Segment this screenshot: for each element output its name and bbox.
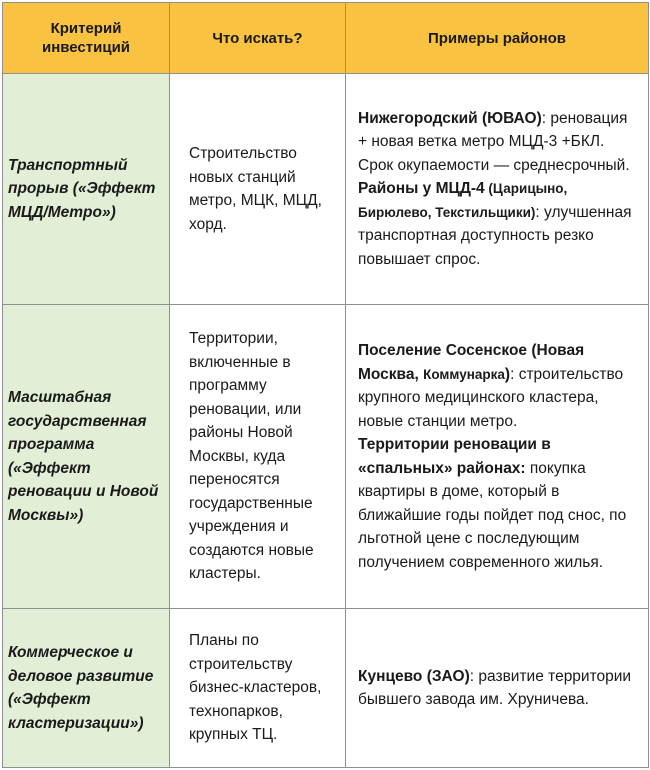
- criterion-cell: Транспортный прорыв («Эффект МЦД/Метро»): [3, 74, 170, 305]
- example-description: : развитие территории бывшего завода им. Хруничева.: [358, 667, 632, 708]
- investment-criteria-table: [2, 2, 649, 768]
- example-description: : реновация + новая ветка метро МЦД-3 +БКЛ. Срок окупаемости — среднесрочный.: [358, 109, 630, 174]
- examples-cell: [346, 305, 649, 609]
- criterion-cell: Коммерческое и деловое развитие («Эффект кластеризации»): [3, 609, 170, 768]
- example-district-end: ): [504, 365, 511, 383]
- example-description: : улучшенная транспортная доступность резко повышает спрос.: [358, 203, 632, 268]
- example-district-name: Территории реновации в «спальных» районах:: [358, 436, 551, 477]
- example-description: : строительство крупного медицинского кластера, новые станции метро.: [358, 365, 624, 430]
- example-district-name: Поселение Сосенское (Новая Москва,: [358, 342, 585, 383]
- example-district-name: Нижегородский (ЮВАО): [358, 109, 542, 127]
- header-criterion: Критерий инвестиций: [3, 3, 170, 74]
- example-district-name: Районы у МЦД-4: [358, 180, 485, 198]
- table-row: [3, 305, 649, 609]
- what-cell: Строительство новых станций метро, МЦК, МЦД, хорд.: [170, 74, 346, 305]
- example-district-sub: Коммунарка: [423, 366, 505, 382]
- header-what: Что искать?: [170, 3, 346, 74]
- example-description: покупка квартиры в доме, который в ближайшие годы пойдет под снос, по льготной цене с последующим получением современного жилья.: [358, 459, 627, 571]
- example-district-name: Кунцево (ЗАО): [358, 667, 470, 685]
- example-district-list: (Царицыно, Бирюлево, Текстильщики): [358, 181, 568, 220]
- header-row: [3, 3, 649, 74]
- table-row: [3, 74, 649, 305]
- criterion-cell: Масштабная государственная программа («Эффект реновации и Новой Москвы»): [3, 305, 170, 609]
- what-cell: Планы по строительству бизнес-кластеров, технопарков, крупных ТЦ.: [170, 609, 346, 768]
- table-row: [3, 609, 649, 768]
- examples-cell: [346, 74, 649, 305]
- examples-cell: [346, 609, 649, 768]
- what-cell: Территории, включенные в программу реновации, или районы Новой Москвы, куда переносятся государственные учреждения и создаются новые кластеры.: [170, 305, 346, 609]
- header-examples: Примеры районов: [346, 3, 649, 74]
